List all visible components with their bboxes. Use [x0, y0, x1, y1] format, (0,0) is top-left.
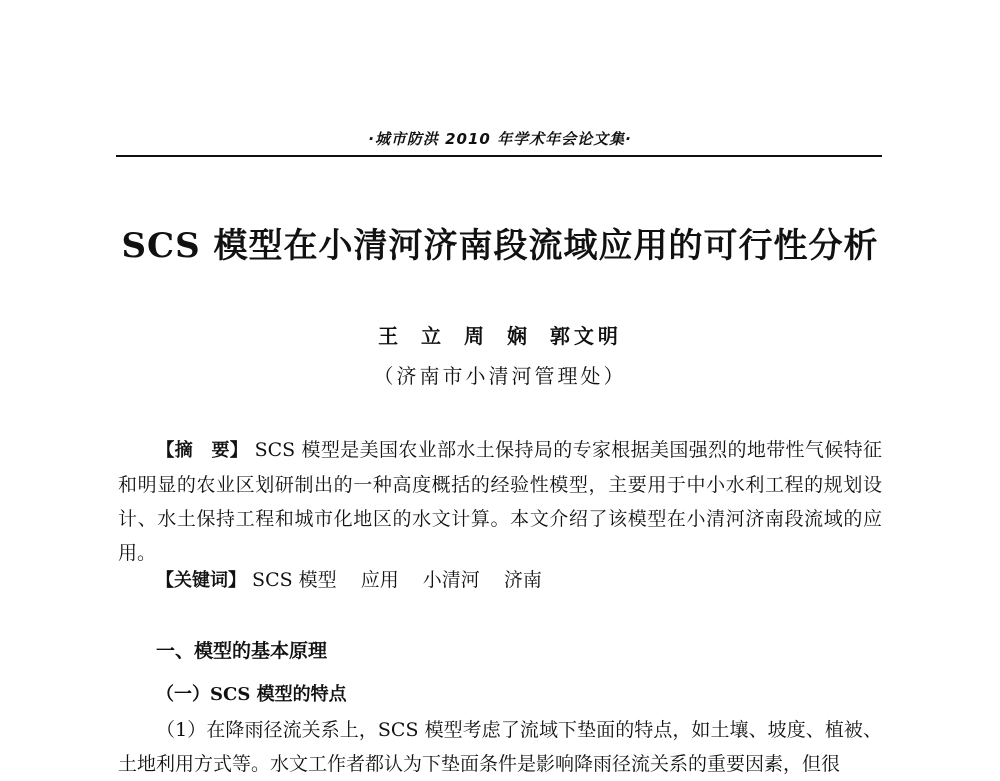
abstract-label: 【摘 要】 [156, 440, 249, 461]
body-paragraph [118, 713, 882, 781]
abstract [118, 433, 882, 570]
keyword-item: 小清河 [422, 569, 480, 591]
keyword-item: SCS 模型 [252, 569, 337, 591]
body-paragraph-text: （1）在降雨径流关系上，SCS 模型考虑了流域下垫面的特点，如土壤、坡度、植被、土地利用方式等。水文工作者都认为下垫面条件是影响降雨径流关系的重要因素，但很 [118, 719, 882, 775]
abstract-text: SCS 模型是美国农业部水土保持局的专家根据美国强烈的地带性气候特征和明显的农业区划研制出的一种高度概括的经验性模型，主要用于中小水利工程的规划设计、水土保持工程和城市化地区的水文计算。本文介绍了该模型在小清河济南段流域的应用。 [118, 439, 882, 564]
authors: 王 立 周 娴 郭文明 [378, 324, 622, 348]
header-rule [116, 155, 882, 157]
keyword-item: 济南 [503, 569, 542, 591]
subsection-heading: （一）SCS 模型的特点 [156, 684, 347, 705]
paper-title: SCS 模型在小清河济南段流域应用的可行性分析 [121, 226, 879, 266]
affiliation: （济南市小清河管理处） [373, 364, 627, 388]
running-header: ·城市防洪 2010 年学术年会论文集· [368, 130, 632, 148]
keywords [118, 565, 882, 596]
section-heading: 一、模型的基本原理 [156, 640, 328, 662]
keywords-label: 【关键词】 [156, 570, 246, 591]
keyword-item: 应用 [360, 569, 399, 591]
